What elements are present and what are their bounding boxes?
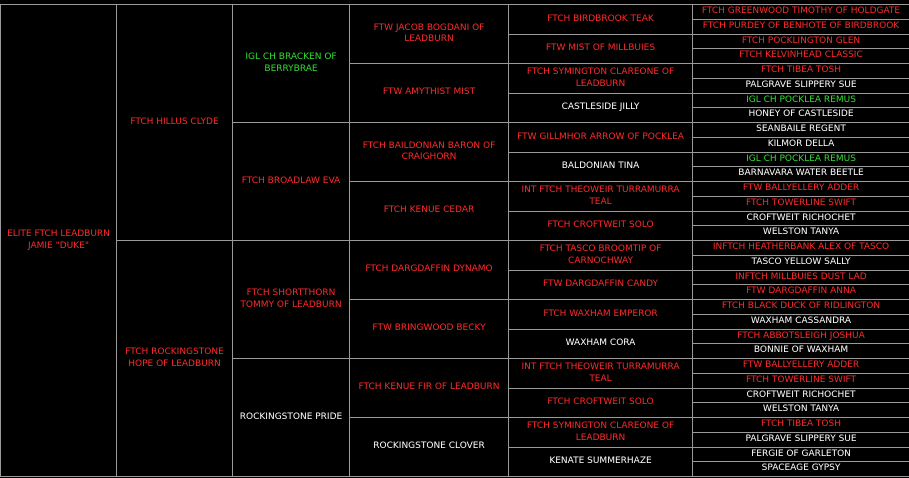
pedigree-cell-gen4-7: FTCH CROFTWEIT SOLO: [508, 211, 693, 241]
pedigree-cell-gen5-0: FTCH GREENWOOD TIMOTHY OF HOLDGATE: [692, 4, 909, 20]
pedigree-cell-gen5-27: WELSTON TANYA: [692, 402, 909, 418]
pedigree-cell-gen5-26: CROFTWEIT RICHOCHET: [692, 388, 909, 403]
pedigree-cell-gen4-12: INT FTCH THEOWEIR TURRAMURRA TEAL: [508, 358, 693, 389]
pedigree-cell-gen5-9: KILMOR DELLA: [692, 137, 909, 153]
pedigree-cell-gen5-22: FTCH ABBOTSLEIGH JOSHUA: [692, 329, 909, 344]
pedigree-cell-gen3-6: FTCH KENUE FIR OF LEADBURN: [349, 358, 509, 418]
pedigree-cell-gen5-7: HONEY OF CASTLESIDE: [692, 107, 909, 123]
pedigree-cell-gen4-10: FTCH WAXHAM EMPEROR: [508, 299, 693, 330]
pedigree-cell-gen5-15: WELSTON TANYA: [692, 225, 909, 241]
pedigree-cell-gen1-0: FTCH HILLUS CLYDE: [116, 4, 233, 241]
pedigree-cell-gen3-3: FTCH KENUE CEDAR: [349, 181, 509, 241]
pedigree-cell-gen3-0: FTW JACOB BOGDANI OF LEADBURN: [349, 4, 509, 64]
pedigree-cell-gen5-1: FTCH PURDEY OF BENHOTE OF BIRDBROOK: [692, 19, 909, 35]
pedigree-cell-gen5-16: INFTCH HEATHERBANK ALEX OF TASCO: [692, 240, 909, 256]
pedigree-cell-gen5-18: INFTCH MILLBUIES DUST LAD: [692, 270, 909, 285]
pedigree-cell-gen4-13: FTCH CROFTWEIT SOLO: [508, 388, 693, 418]
pedigree-cell-gen5-2: FTCH POCKLINGTON GLEN: [692, 34, 909, 49]
pedigree-cell-gen5-28: FTCH TIBEA TOSH: [692, 417, 909, 433]
pedigree-cell-gen4-0: FTCH BIRDBROOK TEAK: [508, 4, 693, 35]
pedigree-cell-gen4-9: FTW DARGDAFFIN CANDY: [508, 270, 693, 300]
pedigree-cell-gen5-30: FERGIE OF GARLETON: [692, 447, 909, 462]
pedigree-cell-gen3-5: FTW BRINGWOOD BECKY: [349, 299, 509, 359]
pedigree-cell-gen3-1: FTW AMYTHIST MIST: [349, 63, 509, 123]
pedigree-cell-gen5-25: FTCH TOWERLINE SWIFT: [692, 373, 909, 389]
pedigree-cell-gen4-14: FTCH SYMINGTON CLAREONE OF LEADBURN: [508, 417, 693, 448]
pedigree-cell-gen5-4: FTCH TIBEA TOSH: [692, 63, 909, 79]
pedigree-cell-gen5-23: BONNIE OF WAXHAM: [692, 343, 909, 359]
pedigree-cell-gen5-17: TASCO YELLOW SALLY: [692, 255, 909, 271]
pedigree-cell-gen2-3: ROCKINGSTONE PRIDE: [232, 358, 350, 477]
pedigree-cell-gen4-2: FTCH SYMINGTON CLAREONE OF LEADBURN: [508, 63, 693, 94]
pedigree-cell-gen5-12: FTW BALLYELLERY ADDER: [692, 181, 909, 197]
pedigree-cell-gen4-6: INT FTCH THEOWEIR TURRAMURRA TEAL: [508, 181, 693, 212]
pedigree-cell-gen5-14: CROFTWEIT RICHOCHET: [692, 211, 909, 226]
pedigree-cell-gen5-10: IGL CH POCKLEA REMUS: [692, 152, 909, 167]
pedigree-cell-gen5-5: PALGRAVE SLIPPERY SUE: [692, 78, 909, 94]
pedigree-cell-gen5-21: WAXHAM CASSANDRA: [692, 314, 909, 330]
pedigree-cell-gen4-5: BALDONIAN TINA: [508, 152, 693, 182]
pedigree-cell-gen0-0: ELITE FTCH LEADBURN JAMIE "DUKE": [0, 4, 117, 477]
pedigree-cell-gen4-15: KENATE SUMMERHAZE: [508, 447, 693, 477]
pedigree-cell-gen5-20: FTCH BLACK DUCK OF RIDLINGTON: [692, 299, 909, 315]
pedigree-cell-gen5-13: FTCH TOWERLINE SWIFT: [692, 196, 909, 212]
pedigree-cell-gen2-0: IGL CH BRACKEN OF BERRYBRAE: [232, 4, 350, 123]
pedigree-cell-gen5-11: BARNAVARA WATER BEETLE: [692, 166, 909, 182]
pedigree-cell-gen4-1: FTW MIST OF MILLBUIES: [508, 34, 693, 64]
pedigree-cell-gen3-2: FTCH BAILDONIAN BARON OF CRAIGHORN: [349, 122, 509, 182]
pedigree-cell-gen4-4: FTW GILLMHOR ARROW OF POCKLEA: [508, 122, 693, 153]
pedigree-cell-gen4-3: CASTLESIDE JILLY: [508, 93, 693, 123]
pedigree-cell-gen4-8: FTCH TASCO BROOMTIP OF CARNOCHWAY: [508, 240, 693, 271]
pedigree-cell-gen5-6: IGL CH POCKLEA REMUS: [692, 93, 909, 108]
pedigree-cell-gen2-1: FTCH BROADLAW EVA: [232, 122, 350, 241]
pedigree-cell-gen3-7: ROCKINGSTONE CLOVER: [349, 417, 509, 477]
pedigree-cell-gen4-11: WAXHAM CORA: [508, 329, 693, 359]
pedigree-cell-gen5-24: FTW BALLYELLERY ADDER: [692, 358, 909, 374]
pedigree-cell-gen5-3: FTCH KELVINHEAD CLASSIC: [692, 48, 909, 64]
pedigree-cell-gen3-4: FTCH DARGDAFFIN DYNAMO: [349, 240, 509, 300]
pedigree-cell-gen5-19: FTW DARGDAFFIN ANNA: [692, 284, 909, 300]
pedigree-cell-gen5-29: PALGRAVE SLIPPERY SUE: [692, 432, 909, 448]
pedigree-cell-gen5-8: SEANBAILE REGENT: [692, 122, 909, 138]
pedigree-cell-gen1-1: FTCH ROCKINGSTONE HOPE OF LEADBURN: [116, 240, 233, 477]
pedigree-cell-gen5-31: SPACEAGE GYPSY: [692, 461, 909, 477]
pedigree-cell-gen2-2: FTCH SHORTTHORN TOMMY OF LEADBURN: [232, 240, 350, 359]
